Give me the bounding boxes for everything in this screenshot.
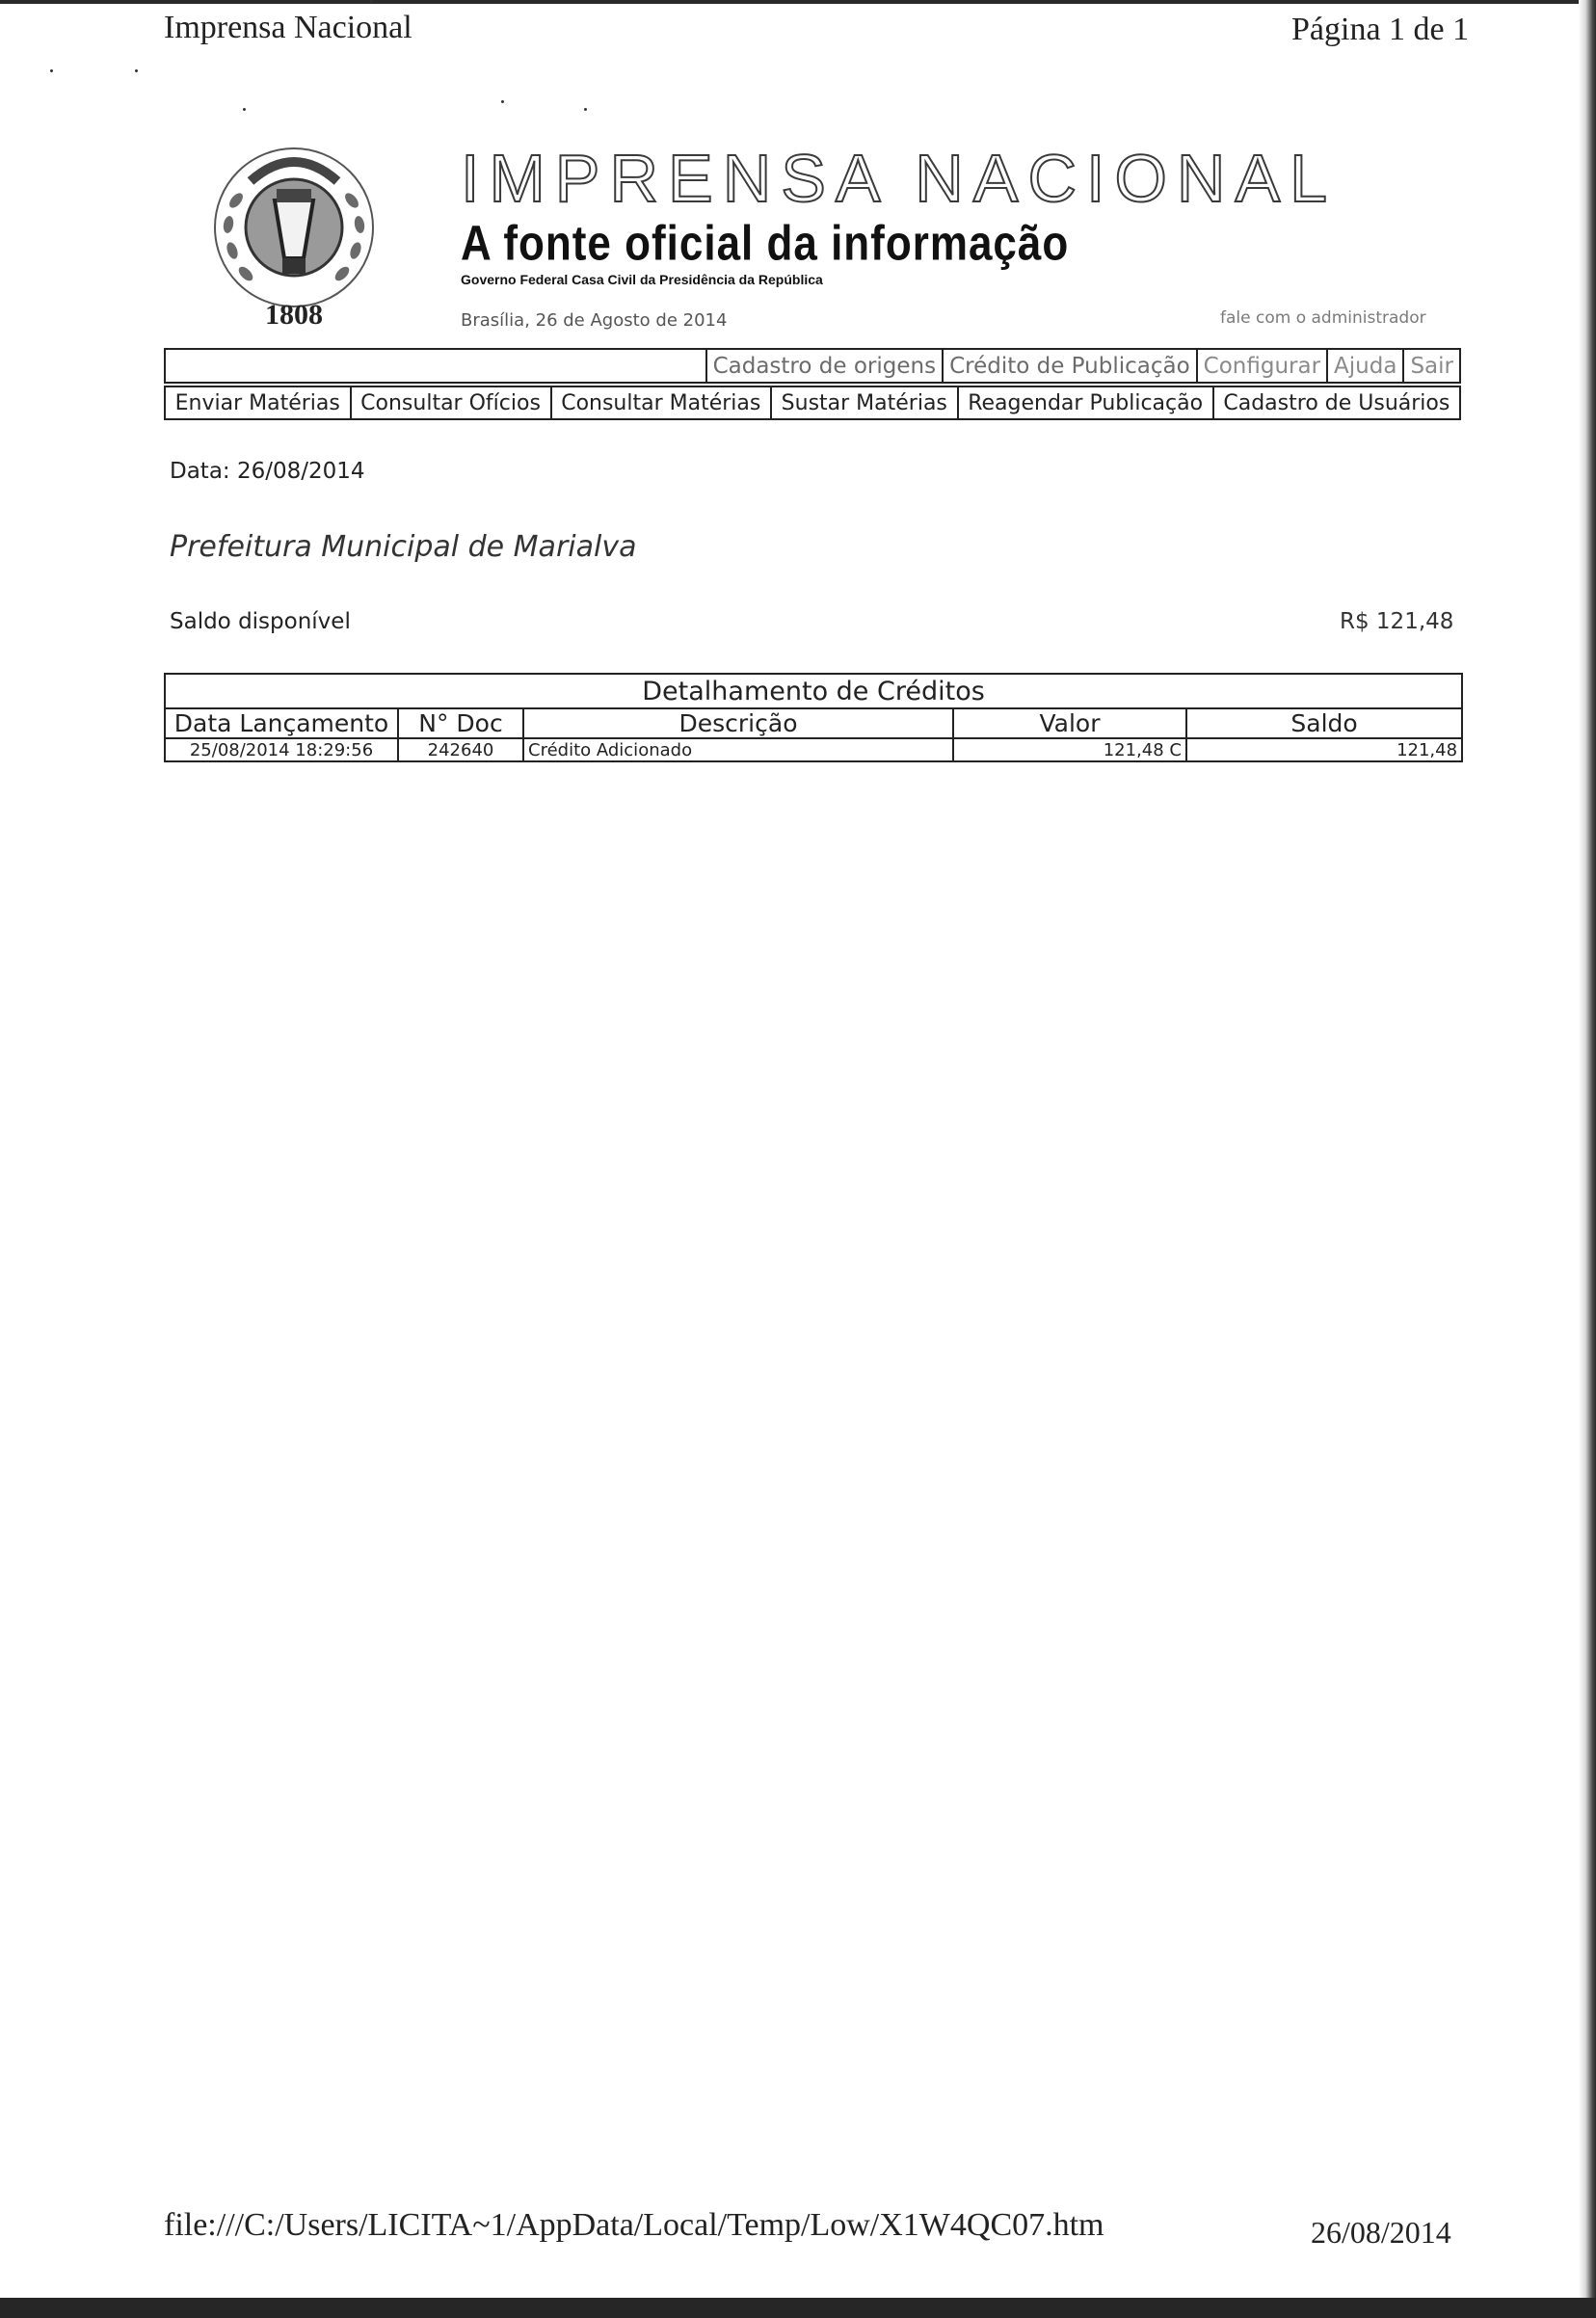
cell-doc: 242640 <box>398 738 523 761</box>
menu-configurar[interactable]: Configurar <box>1198 350 1328 382</box>
scan-speck <box>584 108 587 111</box>
print-footer-date: 26/08/2014 <box>1311 2215 1451 2250</box>
top-menu-spacer <box>166 350 707 382</box>
column-header-description: Descrição <box>523 708 953 738</box>
menu-enviar-materias[interactable]: Enviar Matérias <box>166 387 352 418</box>
scan-top-edge <box>0 0 1596 4</box>
scan-speck <box>50 69 53 72</box>
menu-ajuda[interactable]: Ajuda <box>1328 350 1404 382</box>
balance-value: R$ 121,48 <box>1340 609 1454 634</box>
scan-bottom-edge <box>0 2298 1596 2318</box>
scan-speck <box>135 69 138 72</box>
report-date: Data: 26/08/2014 <box>170 459 365 484</box>
scan-speck <box>243 108 246 111</box>
menu-sustar-materias[interactable]: Sustar Matérias <box>772 387 959 418</box>
scan-right-edge <box>1579 0 1596 2318</box>
column-header-balance: Saldo <box>1186 708 1462 738</box>
imprensa-nacional-seal-logo <box>207 143 381 335</box>
table-header-row <box>165 708 1462 738</box>
menu-sair[interactable]: Sair <box>1410 353 1453 379</box>
banner-title: IMPRENSA NACIONAL <box>461 141 1338 216</box>
seal-year: 1808 <box>265 299 323 331</box>
column-header-doc: N° Doc <box>398 708 523 738</box>
balance-label: Saldo disponível <box>170 609 351 634</box>
banner-slogan: A fonte oficial da informação <box>461 216 1070 271</box>
credits-detail-table <box>164 673 1463 762</box>
scan-speck <box>370 0 373 3</box>
cell-date: 25/08/2014 18:29:56 <box>165 738 398 761</box>
banner-subtitle: Governo Federal Casa Civil da Presidência da República <box>461 272 823 287</box>
table-caption: Detalhamento de Créditos <box>165 674 1462 708</box>
column-header-date: Data Lançamento <box>165 708 398 738</box>
cell-balance: 121,48 <box>1186 738 1462 761</box>
menu-consultar-oficios[interactable]: Consultar Ofícios <box>352 387 552 418</box>
table-caption-row <box>165 674 1462 708</box>
main-menu-bar <box>164 386 1461 420</box>
menu-consultar-materias[interactable]: Consultar Matérias <box>552 387 772 418</box>
table-row <box>165 738 1462 761</box>
menu-cadastro-origens[interactable]: Cadastro de origens <box>707 350 944 382</box>
print-header-page: Página 1 de 1 <box>1291 12 1470 47</box>
scan-speck <box>501 100 504 103</box>
cell-value: 121,48 C <box>953 738 1186 761</box>
top-menu-bar <box>164 348 1461 384</box>
menu-cadastro-usuarios[interactable]: Cadastro de Usuários <box>1223 390 1450 415</box>
organization-name: Prefeitura Municipal de Marialva <box>170 530 637 564</box>
menu-credito-publicacao[interactable]: Crédito de Publicação <box>944 350 1198 382</box>
column-header-value: Valor <box>953 708 1186 738</box>
cell-description: Crédito Adicionado <box>523 738 953 761</box>
print-footer-url: file:///C:/Users/LICITA~1/AppData/Local/Temp/Low/X1W4QC07.htm <box>164 2207 1104 2243</box>
banner-date: Brasília, 26 de Agosto de 2014 <box>461 310 728 331</box>
print-header-title: Imprensa Nacional <box>164 10 412 45</box>
menu-reagendar-publicacao[interactable]: Reagendar Publicação <box>959 387 1214 418</box>
contact-admin-link[interactable]: fale com o administrador <box>1220 308 1426 328</box>
